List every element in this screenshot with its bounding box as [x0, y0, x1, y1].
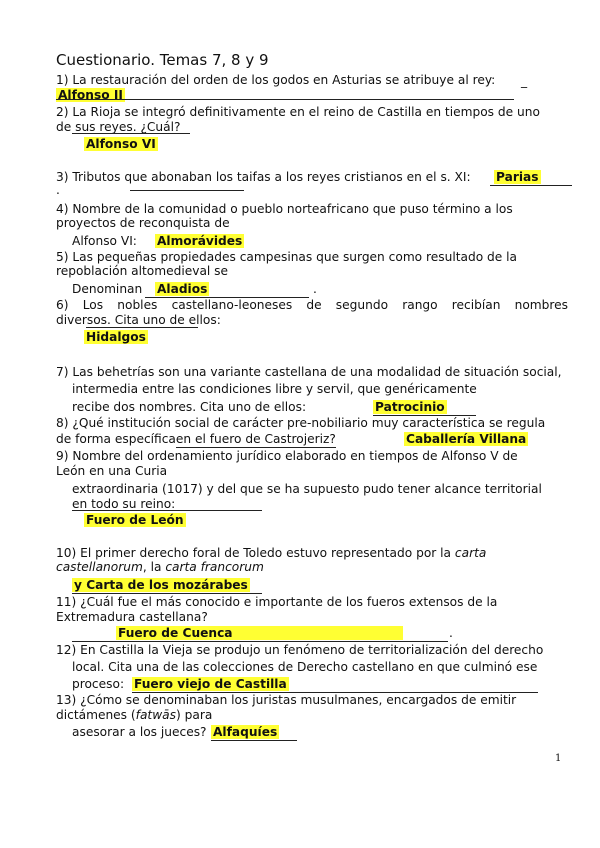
- question-8-line2b: en el fuero de Castrojeriz?: [175, 432, 336, 446]
- question-10-line2c: carta francorum: [165, 560, 264, 574]
- question-12-line3: proceso:: [72, 677, 125, 691]
- page-number: 1: [555, 753, 562, 764]
- question-5-line3: Denominan: [72, 282, 143, 296]
- question-4-line3: Alfonso VI:: [72, 234, 137, 248]
- question-10-answer: y Carta de los mozárabes: [74, 578, 248, 592]
- question-11-answer: Fuero de Cuenca: [116, 626, 403, 640]
- question-10-line2: castellanorum: [56, 560, 143, 574]
- question-8-line2a: de forma específica: [56, 432, 176, 446]
- question-11-dot: .: [449, 626, 453, 640]
- question-3-dot: .: [56, 183, 60, 197]
- question-10-line2b: , la: [142, 560, 166, 574]
- question-7-line2: intermedia entre las condiciones libre y servil, que genéricamente: [72, 382, 477, 396]
- question-5-line2: repoblación altomedieval se: [56, 264, 229, 278]
- question-9-answer-line: [72, 510, 262, 511]
- question-2-line1: 2) La Rioja se integró definitivamente en el reino de Castilla en tiempos de uno: [56, 105, 540, 119]
- question-6-answer: Hidalgos: [86, 330, 146, 344]
- question-1-dash: _: [521, 74, 528, 88]
- question-2-answer: Alfonso VI: [86, 137, 156, 151]
- question-5-line1: 5) Las pequeñas propiedades campesinas que surgen como resultado de la: [56, 250, 517, 264]
- question-4-line1: 4) Nombre de la comunidad o pueblo norteafricano que puso término a los: [56, 202, 513, 216]
- question-3-answer-line: [130, 190, 244, 191]
- question-7-answer: Patrocinio: [375, 400, 445, 414]
- question-13-line1: 13) ¿Cómo se denominaban los juristas musulmanes, encargados de emitir: [56, 693, 517, 707]
- question-2-answer-line: [72, 133, 190, 134]
- question-4-line2: proyectos de reconquista de: [56, 216, 230, 230]
- question-9-line2: León en una Curia: [56, 464, 168, 478]
- question-11-line1: 11) ¿Cuál fue el más conocido e importante de los fueros extensos de la: [56, 595, 498, 609]
- question-12-line2: local. Cita una de las colecciones de Derecho castellano en que culminó ese: [72, 660, 538, 674]
- question-13-line3: asesorar a los jueces?: [72, 725, 207, 739]
- question-5-answer: Aladios: [157, 282, 208, 296]
- question-9-line1: 9) Nombre del ordenamiento jurídico elaborado en tiempos de Alfonso V de: [56, 449, 518, 463]
- question-1-answer-line: [56, 99, 514, 100]
- question-10-line1a: 10) El primer derecho foral de Toledo estuvo representado por la: [56, 546, 455, 560]
- question-6-line1: 6) Los nobles castellano-leoneses de segundo rango recibían nombres: [56, 298, 568, 312]
- question-1-text: 1) La restauración del orden de los godos en Asturias se atribuye al rey:: [56, 73, 496, 87]
- question-3-answer: Parias: [496, 170, 539, 184]
- question-12-line1: 12) En Castilla la Vieja se produjo un fenómeno de territorialización del derecho: [56, 643, 544, 657]
- question-11-line2: Extremadura castellana?: [56, 610, 208, 624]
- question-3-text: 3) Tributos que abonaban los taifas a los reyes cristianos en el s. XI:: [56, 170, 471, 184]
- question-4-answer: Almorávides: [157, 234, 243, 248]
- question-13-line2a: dictámenes (: [56, 708, 136, 722]
- question-8-answer: Caballería Villana: [406, 432, 527, 446]
- question-10-line1b: carta: [454, 546, 487, 560]
- question-9-line4: en todo su reino:: [72, 497, 176, 511]
- question-1-answer: Alfonso II: [58, 88, 123, 102]
- question-7-line1: 7) Las behetrías son una variante castellana de una modalidad de situación social,: [56, 365, 562, 379]
- question-8-line1: 8) ¿Qué institución social de carácter pre-nobiliario muy característica se regula: [56, 416, 546, 430]
- question-13-line2c: ) para: [175, 708, 213, 722]
- question-12-answer: Fuero viejo de Castilla: [134, 677, 287, 691]
- page-title: Cuestionario. Temas 7, 8 y 9: [56, 51, 269, 69]
- question-9-answer: Fuero de León: [86, 513, 184, 527]
- question-5-dot: .: [313, 282, 317, 296]
- question-7-line3: recibe dos nombres. Cita uno de ellos:: [72, 400, 307, 414]
- question-13-line2b: fatwās: [135, 708, 176, 722]
- question-13-answer: Alfaquíes: [213, 725, 278, 739]
- question-6-line2: diversos. Cita uno de ellos:: [56, 313, 221, 327]
- question-2-line2: de sus reyes. ¿Cuál?: [56, 120, 181, 134]
- question-9-line3: extraordinaria (1017) y del que se ha supuesto pudo tener alcance territorial: [72, 482, 542, 496]
- question-6-answer-line: [86, 327, 198, 328]
